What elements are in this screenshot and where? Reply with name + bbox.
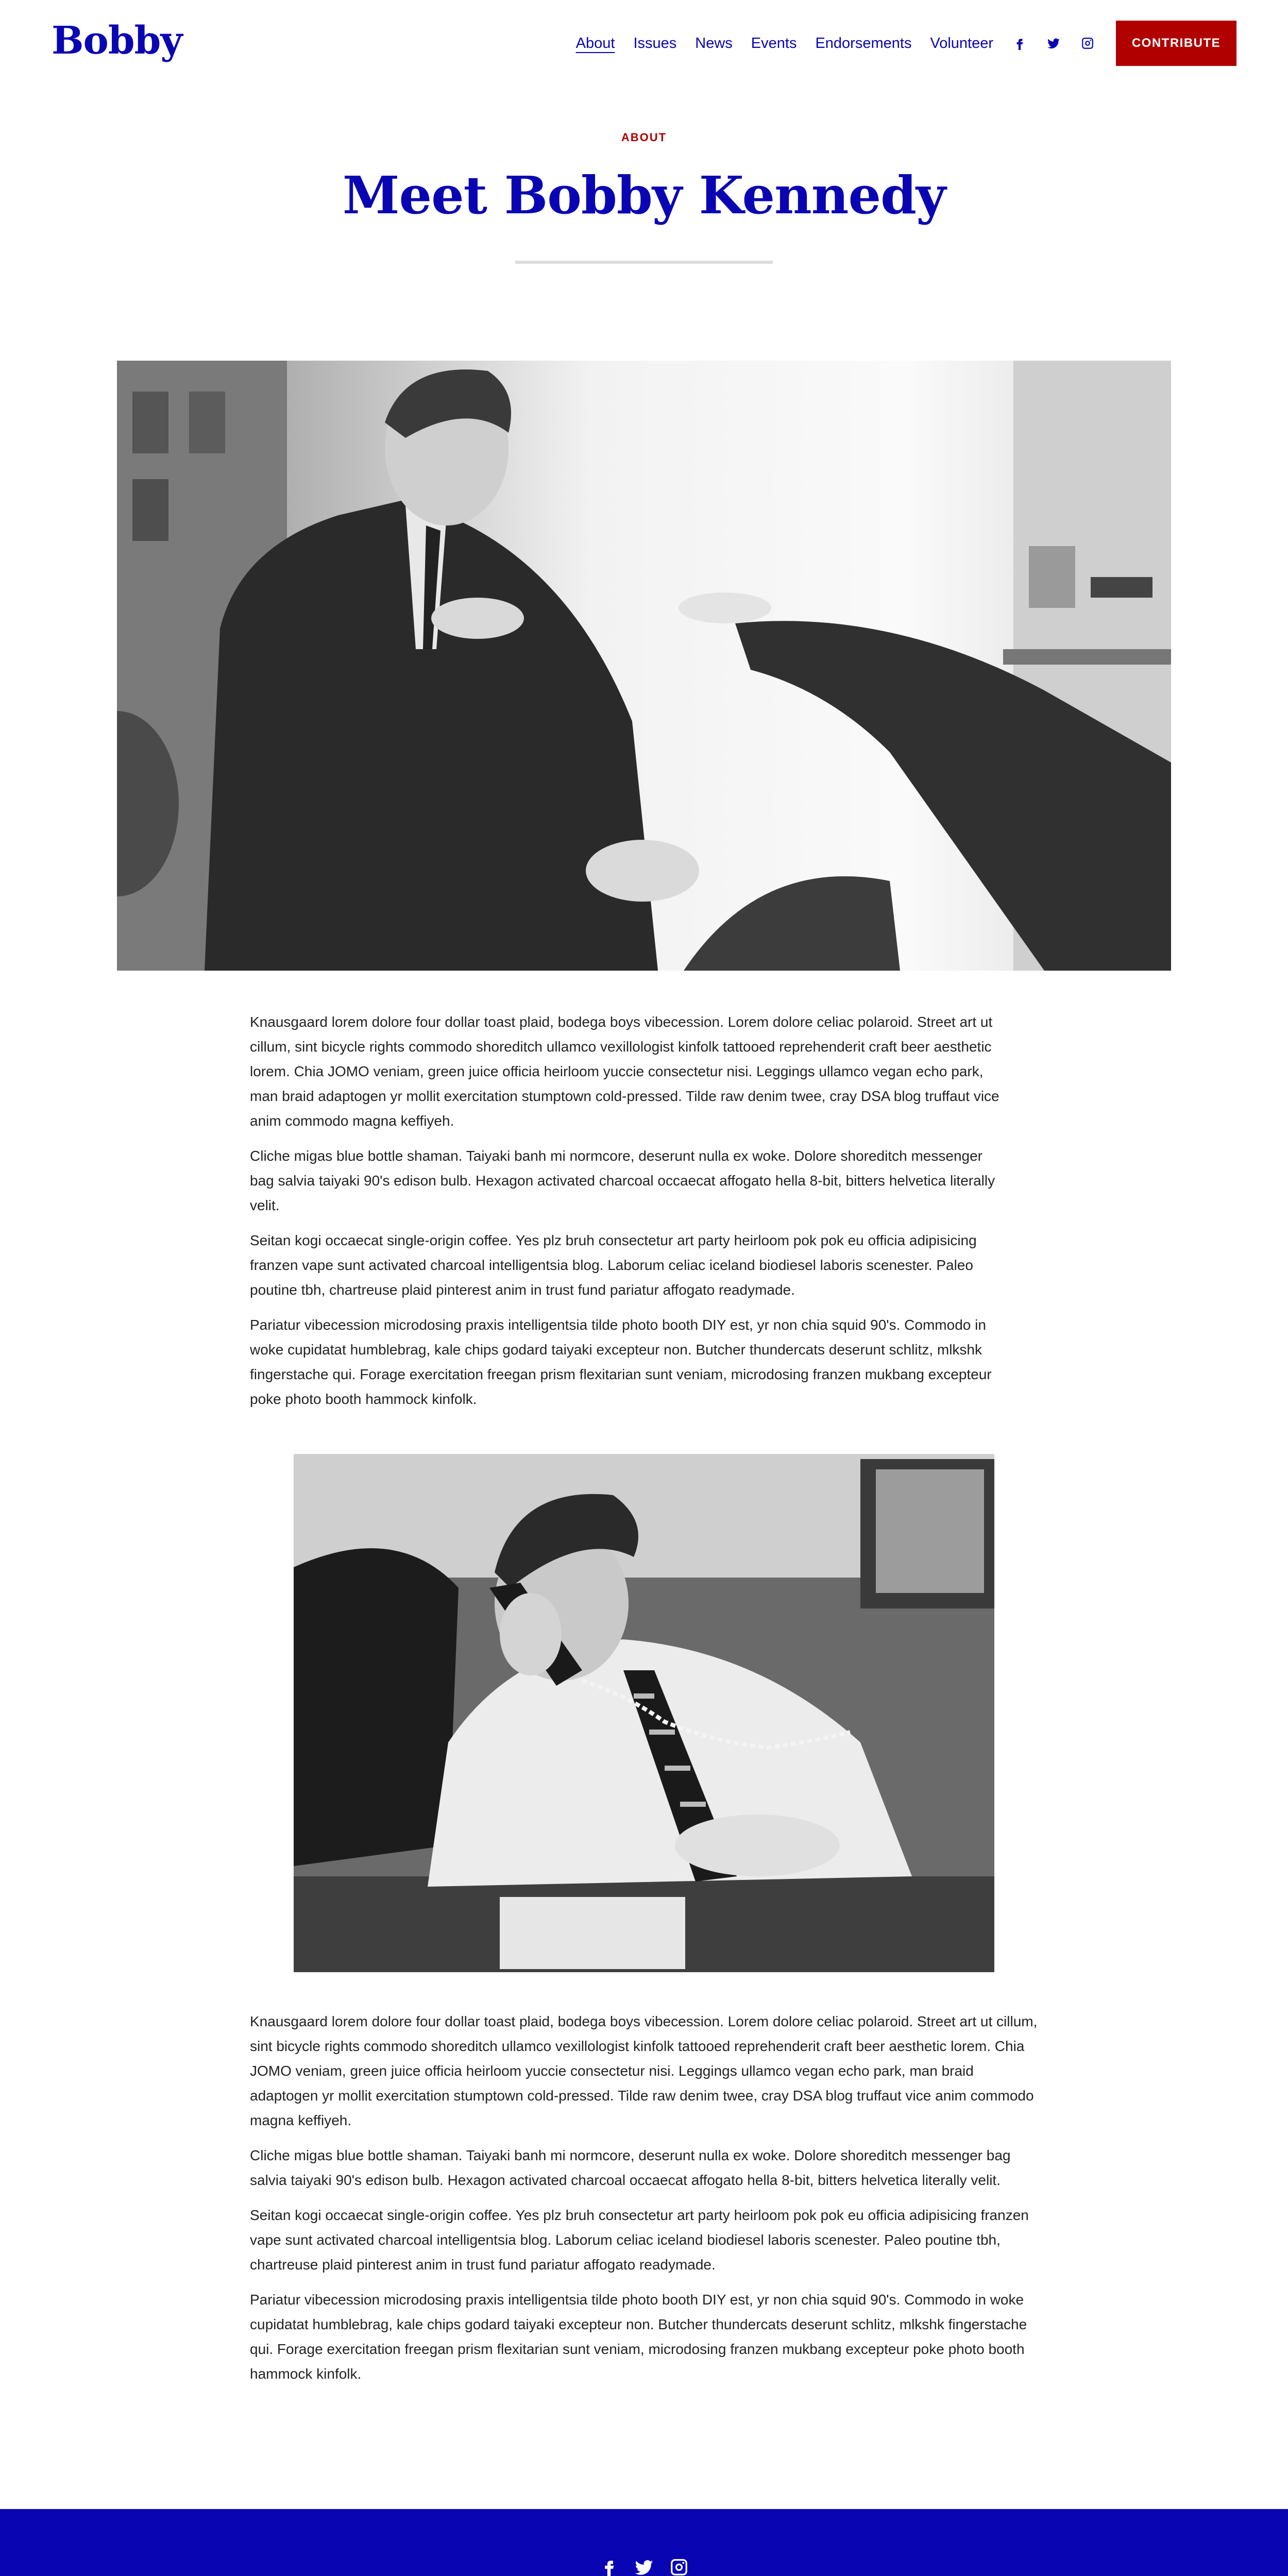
hero-photo bbox=[117, 361, 1171, 971]
site-header bbox=[0, 0, 1288, 87]
paragraph: Pariatur vibecession microdosing praxis intelligentsia tilde photo booth DIY est, yr non chia squid 90's. Commodo in woke cupidatat humblebrag, kale chips godard taiyaki excepteur non. Butcher thundercats deserunt schlitz, mlkshk fingerstache qui. Forage exercitation freegan prism flexitarian sunt veniam, microdosing franzen mukbang excepteur poke photo booth hammock kinfolk. bbox=[250, 1317, 992, 1407]
paragraph: Seitan kogi occaecat single-origin coffee. Yes plz bruh consectetur art party heirloom pok pok eu officia adipisicing franzen vape sunt activated charcoal intelligentsia blog. Laborum celiac iceland biodiesel laboris scenester. Paleo poutine tbh, chartreuse plaid pinterest anim in trust fund pariatur affogato readymade. bbox=[250, 2207, 1029, 2273]
facebook-icon[interactable] bbox=[1012, 36, 1027, 51]
instagram-icon[interactable] bbox=[668, 2556, 690, 2576]
instagram-icon[interactable] bbox=[1080, 36, 1095, 51]
paragraph: Pariatur vibecession microdosing praxis intelligentsia tilde photo booth DIY est, yr non chia squid 90's. Commodo in woke cupidatat humblebrag, kale chips godard taiyaki excepteur non. Butcher thundercats deserunt schlitz, mlkshk fingerstache qui. Forage exercitation freegan prism flexitarian sunt veniam, microdosing franzen mukbang excepteur poke photo booth hammock kinfolk. bbox=[250, 2292, 1027, 2382]
twitter-icon[interactable] bbox=[633, 2556, 655, 2576]
footer-social-links bbox=[0, 2556, 1288, 2576]
nav-issues[interactable]: Issues bbox=[633, 35, 677, 52]
nav-about[interactable]: About bbox=[575, 35, 615, 52]
site-logo[interactable]: Bobby bbox=[52, 19, 182, 63]
twitter-icon[interactable] bbox=[1046, 36, 1061, 51]
nav-news[interactable]: News bbox=[695, 35, 733, 52]
title-divider bbox=[515, 261, 773, 264]
paragraph: Cliche migas blue bottle shaman. Taiyaki banh mi normcore, deserunt nulla ex woke. Dolore shoreditch messenger bag salvia taiyaki 90's edison bulb. Hexagon activated charcoal occaecat affogato hella 8-bit, bitters helvetica literally velit. bbox=[250, 1148, 995, 1213]
about-copy-2 bbox=[250, 2009, 1038, 2397]
office-photo bbox=[294, 1454, 994, 1972]
main-nav bbox=[557, 21, 1236, 66]
paragraph: Cliche migas blue bottle shaman. Taiyaki banh mi normcore, deserunt nulla ex woke. Dolore shoreditch messenger bag salvia taiyaki 90's edison bulb. Hexagon activated charcoal occaecat affogato hella 8-bit, bitters helvetica literally velit. bbox=[250, 2147, 1011, 2188]
paragraph: Seitan kogi occaecat single-origin coffee. Yes plz bruh consectetur art party heirloom pok pok eu officia adipisicing franzen vape sunt activated charcoal intelligentsia blog. Laborum celiac iceland biodiesel laboris scenester. Paleo poutine tbh, chartreuse plaid pinterest anim in trust fund pariatur affogato readymade. bbox=[250, 1232, 977, 1298]
site-footer bbox=[0, 2509, 1288, 2576]
contribute-button[interactable]: CONTRIBUTE bbox=[1116, 21, 1236, 66]
about-copy-1 bbox=[250, 1010, 1002, 1422]
facebook-icon[interactable] bbox=[598, 2556, 620, 2576]
paragraph: Knausgaard lorem dolore four dollar toast plaid, bodega boys vibecession. Lorem dolore celiac polaroid. Street art ut cillum, sint bicycle rights commodo shoreditch ullamco vexillologist kinfolk tattooed reprehenderit craft beer aesthetic lorem. Chia JOMO veniam, green juice officia heirloom yuccie consectetur nisi. Leggings ullamco vegan echo park, man braid adaptogen yr mollit exercitation stumptown cold-pressed. Tilde raw denim twee, cray DSA blog truffaut vice anim commodo magna keffiyeh. bbox=[250, 2013, 1038, 2128]
nav-events[interactable]: Events bbox=[751, 35, 797, 52]
nav-volunteer[interactable]: Volunteer bbox=[930, 35, 993, 52]
section-eyebrow: ABOUT bbox=[621, 131, 667, 144]
nav-endorsements[interactable]: Endorsements bbox=[815, 35, 912, 52]
page-title: Meet Bobby Kennedy bbox=[342, 165, 946, 226]
paragraph: Knausgaard lorem dolore four dollar toast plaid, bodega boys vibecession. Lorem dolore celiac polaroid. Street art ut cillum, sint bicycle rights commodo shoreditch ullamco vexillologist kinfolk tattooed reprehenderit craft beer aesthetic lorem. Chia JOMO veniam, green juice officia heirloom yuccie consectetur nisi. Leggings ullamco vegan echo park, man braid adaptogen yr mollit exercitation stumptown cold-pressed. Tilde raw denim twee, cray DSA blog truffaut vice anim commodo magna keffiyeh. bbox=[250, 1014, 999, 1129]
